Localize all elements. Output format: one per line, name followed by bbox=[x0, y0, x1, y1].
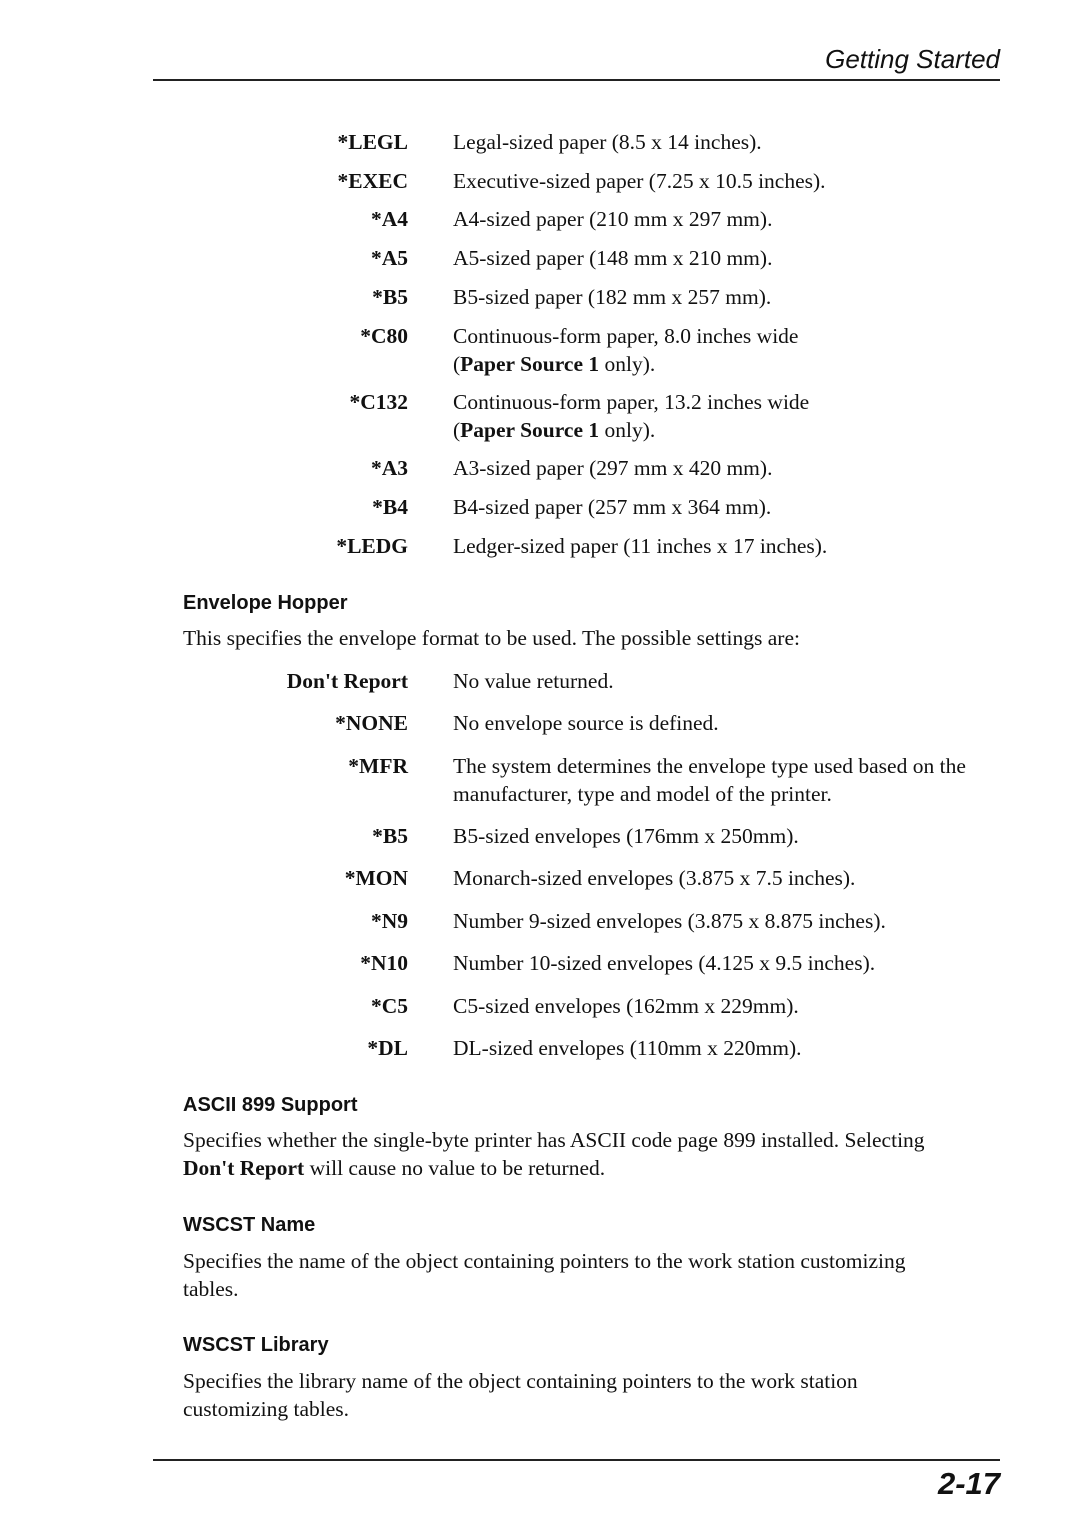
description-text: C5-sized envelopes (162mm x 229mm). bbox=[453, 994, 799, 1018]
note-bold: Paper Source 1 bbox=[460, 418, 600, 442]
definition-code: *B4 bbox=[372, 495, 408, 519]
running-header: Getting Started bbox=[825, 44, 1000, 74]
definition-code: *DL bbox=[367, 1036, 408, 1060]
description-text: B5-sized envelopes (176mm x 250mm). bbox=[453, 824, 799, 848]
note-suffix: only). bbox=[599, 352, 656, 376]
definition-code: *LEGL bbox=[337, 130, 408, 154]
definition-description bbox=[453, 864, 993, 892]
definition-description bbox=[453, 322, 993, 378]
wscst-library-paragraph: Specifies the library name of the object containing pointers to the work station customizing tables. bbox=[183, 1369, 858, 1421]
section-heading-wscst-library: WSCST Library bbox=[183, 1334, 329, 1356]
description-text: A5-sized paper (148 mm x 210 mm). bbox=[453, 246, 773, 270]
description-text: No value returned. bbox=[453, 669, 614, 693]
definition-description bbox=[453, 532, 993, 560]
definition-code: *A4 bbox=[370, 207, 408, 231]
definition-code: *C80 bbox=[360, 324, 408, 348]
ascii-text2: will cause no value to be returned. bbox=[304, 1156, 606, 1180]
note-bold: Paper Source 1 bbox=[460, 352, 600, 376]
definition-description bbox=[453, 493, 993, 521]
definition-description bbox=[453, 949, 993, 977]
ascii-text: Specifies whether the single-byte printer has ASCII code page 899 installed. Selecting bbox=[183, 1128, 925, 1152]
section-heading-envelope: Envelope Hopper bbox=[183, 592, 348, 614]
description-text: A4-sized paper (210 mm x 297 mm). bbox=[453, 207, 773, 231]
footer-rule bbox=[153, 1459, 1000, 1461]
note-suffix: only). bbox=[599, 418, 656, 442]
definition-description bbox=[453, 205, 993, 233]
definition-description bbox=[453, 752, 993, 808]
ascii-paragraph bbox=[183, 1126, 973, 1182]
definition-description bbox=[453, 709, 993, 737]
description-text: Ledger-sized paper (11 inches x 17 inches). bbox=[453, 534, 828, 558]
description-text: Executive-sized paper (7.25 x 10.5 inches). bbox=[453, 169, 826, 193]
definition-description bbox=[453, 167, 993, 195]
definition-code: Don't Report bbox=[286, 669, 408, 693]
description-text: B4-sized paper (257 mm x 364 mm). bbox=[453, 495, 772, 519]
description-text: Legal-sized paper (8.5 x 14 inches). bbox=[453, 130, 762, 154]
envelope-intro: This specifies the envelope format to be used. The possible settings are: bbox=[183, 626, 800, 650]
description-text: The system determines the envelope type used based on the manufacturer, type and model of the printer. bbox=[453, 754, 966, 806]
definition-code: *EXEC bbox=[337, 169, 408, 193]
definition-description bbox=[453, 822, 993, 850]
definition-description bbox=[453, 1034, 993, 1062]
definition-description bbox=[453, 454, 993, 482]
note-prefix: ( bbox=[453, 352, 461, 376]
definition-description bbox=[453, 907, 993, 935]
definition-code: *B5 bbox=[372, 285, 408, 309]
definition-description bbox=[453, 667, 993, 695]
definition-code: *A3 bbox=[370, 456, 408, 480]
description-text: B5-sized paper (182 mm x 257 mm). bbox=[453, 285, 772, 309]
definition-code: *N9 bbox=[370, 909, 408, 933]
description-text: Monarch-sized envelopes (3.875 x 7.5 inches). bbox=[453, 866, 856, 890]
description-text: DL-sized envelopes (110mm x 220mm). bbox=[453, 1036, 802, 1060]
definition-description bbox=[453, 128, 993, 156]
definition-code: *A5 bbox=[370, 246, 408, 270]
description-text: Number 9-sized envelopes (3.875 x 8.875 inches). bbox=[453, 909, 886, 933]
note-prefix: ( bbox=[453, 418, 461, 442]
description-text: No envelope source is defined. bbox=[453, 711, 719, 735]
description-text: Continuous-form paper, 8.0 inches wide bbox=[453, 324, 799, 348]
definition-code: *MON bbox=[344, 866, 408, 890]
definition-description bbox=[453, 244, 993, 272]
header-rule bbox=[153, 79, 1000, 81]
definition-code: *LEDG bbox=[336, 534, 408, 558]
page-number: 2-17 bbox=[937, 1466, 1000, 1501]
section-heading-wscst-name: WSCST Name bbox=[183, 1214, 316, 1236]
definition-code: *C132 bbox=[349, 390, 408, 414]
description-text: Number 10-sized envelopes (4.125 x 9.5 inches). bbox=[453, 951, 876, 975]
definition-description bbox=[453, 388, 993, 444]
section-heading-ascii: ASCII 899 Support bbox=[183, 1094, 358, 1116]
definition-code: *C5 bbox=[370, 994, 408, 1018]
definition-code: *MFR bbox=[348, 754, 408, 778]
definition-code: *N10 bbox=[360, 951, 408, 975]
description-text: Continuous-form paper, 13.2 inches wide bbox=[453, 390, 810, 414]
definition-code: *NONE bbox=[335, 711, 408, 735]
definition-description bbox=[453, 992, 993, 1020]
definition-code: *B5 bbox=[372, 824, 408, 848]
definition-description bbox=[453, 283, 993, 311]
ascii-bold: Don't Report bbox=[183, 1156, 305, 1180]
description-text: A3-sized paper (297 mm x 420 mm). bbox=[453, 456, 773, 480]
wscst-name-paragraph: Specifies the name of the object containing pointers to the work station customizing tables. bbox=[183, 1249, 906, 1301]
